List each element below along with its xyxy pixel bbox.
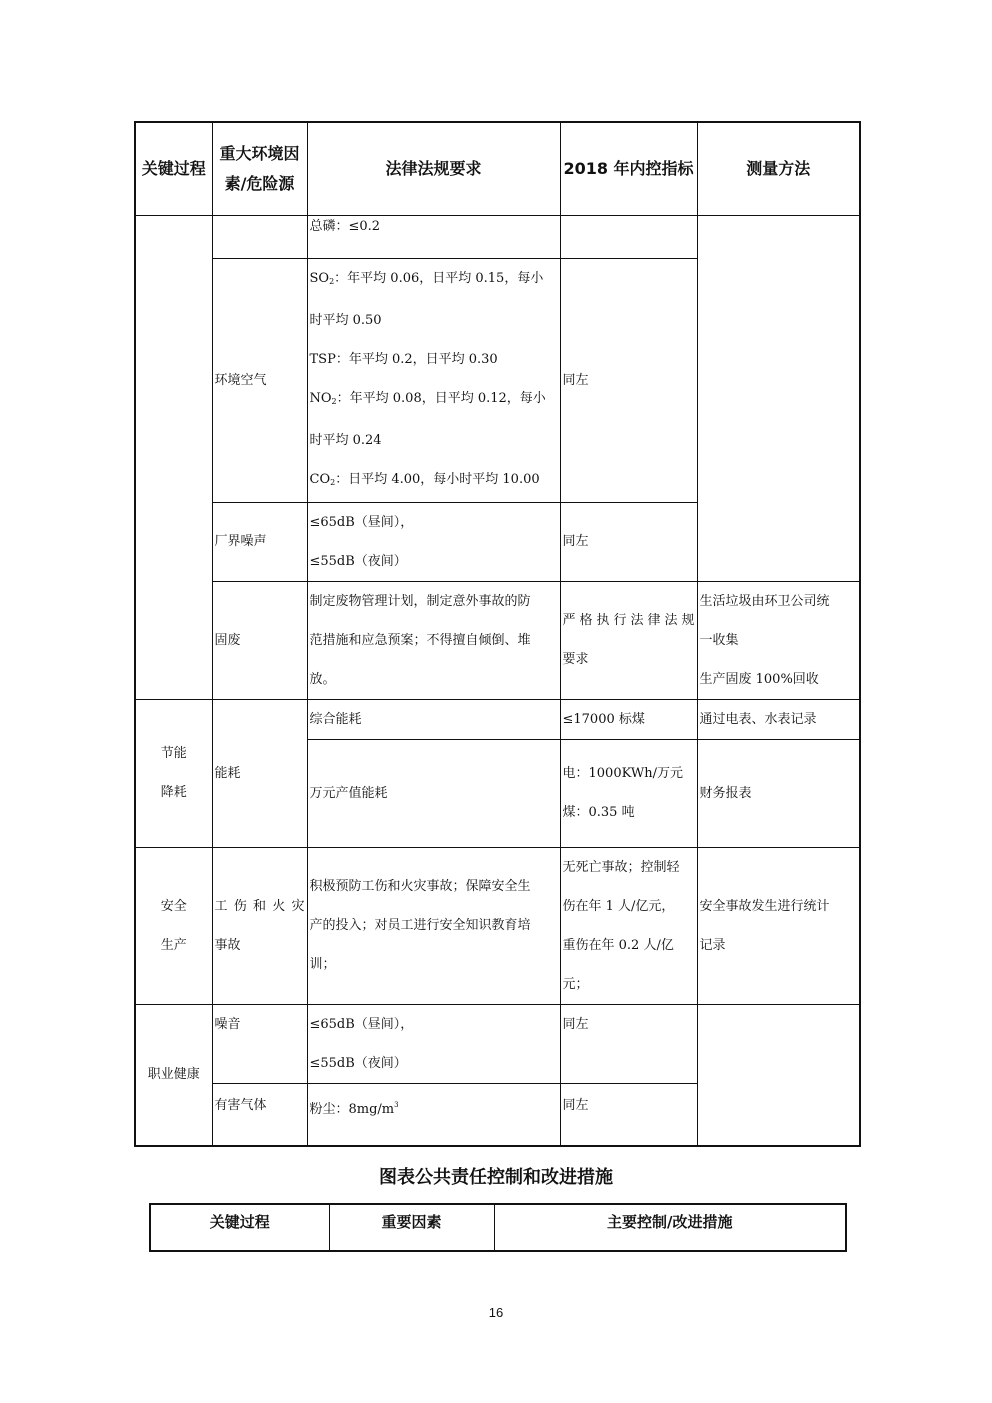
factor-cell-solid-waste: 固废	[212, 581, 307, 699]
co2-prefix: CO	[309, 471, 331, 487]
method-cell-safety	[697, 847, 860, 1004]
process-cell-energy	[135, 699, 212, 847]
safety-factor-line2: 事故	[214, 937, 241, 953]
law-cell-energy-total: 综合能耗	[307, 699, 560, 739]
target-cell-harmful-gas: 同左	[560, 1083, 697, 1146]
energy-process-line1: 节能	[160, 746, 187, 761]
safety-factor-line1: 工伤和火灾	[214, 898, 305, 914]
dust-limit-text: 粉尘：8mg/m	[309, 1101, 395, 1117]
target-cell-solid-waste	[560, 581, 697, 699]
solid-waste-target-line2: 要求	[562, 652, 589, 667]
method-cell-environment	[697, 215, 860, 581]
factor-cell-noise: 厂界噪声	[212, 502, 307, 581]
no2-line2: 时平均 0.24	[309, 432, 382, 448]
safety-process-line1: 安全	[160, 898, 187, 914]
tsp-line: TSP：年平均 0.2，日平均 0.30	[309, 351, 498, 367]
safety-target-line3: 重伤在年 0.2 人/亿	[562, 937, 674, 953]
law-cell-safety	[307, 847, 560, 1004]
process-cell-occupational: 职业健康	[135, 1004, 212, 1146]
no2-prefix: NO	[309, 390, 332, 406]
so2-subscript: 2	[329, 276, 335, 286]
co2-line	[310, 460, 558, 502]
solid-waste-law-line3: 放。	[309, 671, 336, 687]
law-cell-air	[307, 258, 560, 502]
so2-line2: 时平均 0.50	[309, 312, 382, 328]
table-row	[135, 215, 860, 258]
so2-prefix: SO	[309, 270, 330, 286]
dust-limit-superscript: 3	[394, 1100, 399, 1109]
factor-cell-harmful-gas: 有害气体	[212, 1083, 307, 1146]
no2-subscript: 2	[331, 396, 337, 406]
method-cell-energy-total: 通过电表、水表记录	[697, 699, 860, 739]
law-cell-noise	[307, 502, 560, 581]
target-cell-safety	[560, 847, 697, 1004]
table-row	[135, 699, 860, 739]
safety-law-line2: 产的投入；对员工进行安全知识教育培	[309, 918, 531, 933]
energy-coal-target: 煤：0.35 吨	[562, 805, 635, 820]
occupational-noise-night-limit: ≤55dB（夜间）	[309, 1055, 407, 1071]
process-cell-environment	[135, 215, 212, 699]
no2-text: ：年平均 0.08，日平均 0.12，每小	[336, 390, 546, 406]
header-factor	[212, 122, 307, 215]
factor-cell-water	[212, 215, 307, 258]
solid-waste-target-line1: 严格执行法律法规	[562, 613, 695, 628]
target-cell-noise: 同左	[560, 502, 697, 581]
energy-process-line2: 降耗	[160, 785, 187, 800]
public-responsibility-table	[149, 1203, 847, 1252]
no2-line	[310, 379, 558, 421]
table-row	[135, 581, 860, 699]
header-target: 2018 年内控指标	[560, 122, 697, 215]
law-cell-harmful-gas	[307, 1083, 560, 1146]
factor-cell-air: 环境空气	[212, 258, 307, 502]
table-row	[135, 1004, 860, 1083]
law-cell-occupational-noise	[307, 1004, 560, 1083]
safety-target-line1: 无死亡事故；控制轻	[562, 859, 680, 875]
factor-cell-occupational-noise: 噪音	[212, 1004, 307, 1083]
target-cell-energy-output	[560, 739, 697, 847]
header-law: 法律法规要求	[307, 122, 560, 215]
table-header-row	[135, 122, 860, 215]
solid-waste-method-line2: 一收集	[699, 632, 739, 648]
factor-cell-safety	[212, 847, 307, 1004]
header-factor: 重要因素	[329, 1204, 494, 1251]
target-cell-energy-total: ≤17000 标煤	[560, 699, 697, 739]
page-number: 16	[488, 1305, 504, 1320]
method-cell-occupational	[697, 1004, 860, 1146]
solid-waste-method-line3: 生产固废 100%回收	[699, 671, 819, 687]
noise-night-limit: ≤55dB（夜间）	[309, 553, 407, 569]
header-process: 关键过程	[135, 122, 212, 215]
method-cell-energy-output: 财务报表	[697, 739, 860, 847]
header-factor-line2: 素/危险源	[224, 173, 295, 193]
table-caption: 图表公共责任控制和改进措施	[379, 1167, 613, 1188]
law-cell-phosphorus: 总磷：≤0.2	[307, 215, 560, 258]
table-row	[135, 847, 860, 1004]
occupational-noise-day-limit: ≤65dB（昼间），	[309, 1016, 414, 1032]
co2-text: ：日平均 4.00，每小时平均 10.00	[335, 471, 540, 487]
header-factor-line1: 重大环境因	[219, 143, 300, 163]
table-header-row	[150, 1204, 846, 1251]
method-cell-solid-waste	[697, 581, 860, 699]
safety-target-line2: 伤在年 1 人/亿元，	[562, 898, 675, 914]
safety-law-line3: 训；	[309, 957, 336, 972]
header-method: 测量方法	[697, 122, 860, 215]
environment-safety-table	[134, 121, 861, 1147]
co2-subscript: 2	[330, 477, 336, 487]
header-measures: 主要控制/改进措施	[494, 1204, 846, 1251]
law-cell-solid-waste	[307, 581, 560, 699]
solid-waste-law-line2: 范措施和应急预案；不得擅自倾倒、堆	[309, 632, 531, 648]
factor-cell-energy: 能耗	[212, 699, 307, 847]
solid-waste-law-line1: 制定废物管理计划，制定意外事故的防	[309, 593, 531, 609]
safety-process-line2: 生产	[160, 937, 187, 953]
process-cell-safety	[135, 847, 212, 1004]
noise-day-limit: ≤65dB（昼间），	[309, 514, 414, 530]
target-cell-air: 同左	[560, 258, 697, 502]
header-process: 关键过程	[150, 1204, 329, 1251]
law-cell-energy-output: 万元产值能耗	[307, 739, 560, 847]
safety-method-line2: 记录	[699, 937, 726, 953]
target-cell-phosphorus	[560, 215, 697, 258]
target-cell-occupational-noise: 同左	[560, 1004, 697, 1083]
solid-waste-method-line1: 生活垃圾由环卫公司统	[699, 593, 830, 609]
energy-electricity-target: 电：1000KWh/万元	[562, 766, 683, 781]
so2-text: ：年平均 0.06，日平均 0.15，每小	[334, 270, 544, 286]
safety-target-line4: 元；	[562, 976, 589, 992]
safety-law-line1: 积极预防工伤和火灾事故；保障安全生	[309, 879, 531, 894]
safety-method-line1: 安全事故发生进行统计	[699, 898, 830, 914]
so2-line	[310, 259, 558, 301]
